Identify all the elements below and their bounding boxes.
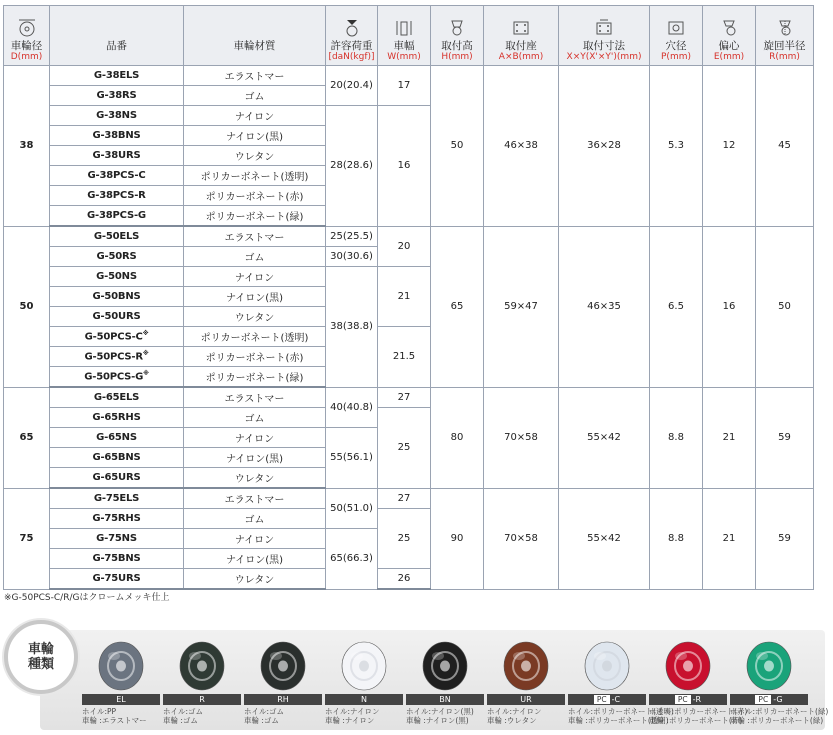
wheel-code-label: UR — [487, 694, 565, 705]
wheel-code-suffix: -G — [773, 695, 783, 704]
model-cell: G-75RHS — [50, 509, 184, 529]
material-cell: ゴム — [184, 509, 326, 529]
wheel-tread-material: 車輪 :ナイロン(黒) — [406, 716, 469, 725]
material-cell: ポリカーボネート(透明) — [184, 166, 326, 186]
header-seat: 取付座 A×B(mm) — [484, 6, 559, 66]
model-cell: G-38ELS — [50, 66, 184, 86]
material-cell: ゴム — [184, 86, 326, 106]
radius-cell: 50 — [756, 226, 814, 387]
material-cell: ポリカーボネート(緑) — [184, 206, 326, 227]
model-cell: G-65ELS — [50, 387, 184, 408]
wheel-item — [649, 638, 748, 730]
material-cell: ポリカーボネート(赤) — [184, 186, 326, 206]
wheel-item — [163, 638, 241, 730]
pitch-cell: 46×35 — [559, 226, 650, 387]
model-cell: G-38NS — [50, 106, 184, 126]
width-cell: 27 — [378, 387, 431, 408]
offset-cell: 12 — [703, 66, 756, 227]
wheel-description — [568, 707, 674, 725]
load-cell: 40(40.8) — [326, 387, 378, 428]
model-cell: G-50PCS-G※ — [50, 367, 184, 388]
wheel-code: PC — [594, 695, 610, 704]
hole-cell: 6.5 — [650, 226, 703, 387]
material-cell: エラストマー — [184, 226, 326, 247]
wheel-hub-material: ホイル:ナイロン — [325, 707, 380, 716]
wheel-image — [420, 638, 470, 692]
material-cell: ナイロン(黒) — [184, 448, 326, 468]
seat-cell: 70×58 — [484, 488, 559, 589]
wheel-image — [663, 638, 713, 692]
wheel-description — [82, 707, 162, 725]
mount-height-icon — [447, 19, 467, 37]
wheel-tread-material: 車輪 :ポリカーボネート(赤) — [649, 716, 743, 725]
material-cell: ウレタン — [184, 146, 326, 166]
pitch-cell: 55×42 — [559, 488, 650, 589]
load-cell: 65(66.3) — [326, 529, 378, 590]
header-load: 許容荷重 [daN(kgf)] — [326, 6, 378, 66]
spec-table — [3, 5, 814, 590]
wheel-types-panel — [0, 620, 833, 735]
model-cell: G-38PCS-G — [50, 206, 184, 227]
radius-cell: 59 — [756, 387, 814, 488]
wheel-item — [244, 638, 322, 730]
load-cell: 55(56.1) — [326, 428, 378, 489]
diameter-cell: 65 — [4, 387, 50, 488]
header-hole: 穴径 P(mm) — [650, 6, 703, 66]
offset-cell: 21 — [703, 387, 756, 488]
header-height: 取付高 H(mm) — [431, 6, 484, 66]
wheel-image — [339, 638, 389, 692]
offset-cell: 21 — [703, 488, 756, 589]
material-cell: ナイロン(黒) — [184, 126, 326, 146]
model-cell: G-50URS — [50, 307, 184, 327]
table-row — [4, 387, 814, 408]
material-cell: ナイロン — [184, 267, 326, 287]
offset-icon — [719, 19, 739, 37]
wheel-item — [487, 638, 565, 730]
wheel-code-label: R — [163, 694, 241, 705]
height-cell: 80 — [431, 387, 484, 488]
wheel-image — [744, 638, 794, 692]
radius-cell: 59 — [756, 488, 814, 589]
wheel-tread-material: 車輪 :ゴム — [163, 716, 198, 725]
wheel-tread-material: 車輪 :ウレタン — [487, 716, 537, 725]
model-cell: G-50BNS — [50, 287, 184, 307]
pitch-cell: 55×42 — [559, 387, 650, 488]
wheel-code-label — [730, 694, 808, 705]
seat-cell: 46×38 — [484, 66, 559, 227]
wheel-item — [82, 638, 160, 730]
wheel-hub-material: ホイル:ナイロン(黒) — [406, 707, 474, 716]
wheel-image — [177, 638, 227, 692]
wheel-description — [730, 707, 829, 725]
wheel-hub-material: ホイル:ナイロン — [487, 707, 542, 716]
seat-cell: 70×58 — [484, 387, 559, 488]
material-cell: ウレタン — [184, 468, 326, 489]
wheel-types-badge — [4, 620, 78, 694]
model-cell: G-38BNS — [50, 126, 184, 146]
table-row — [4, 66, 814, 86]
load-icon — [342, 19, 362, 37]
wheel-image — [96, 638, 146, 692]
wheel-width-icon — [394, 19, 414, 37]
model-cell: G-50RS — [50, 247, 184, 267]
model-cell: G-38PCS-R — [50, 186, 184, 206]
wheel-hub-material: ホイル:ゴム — [163, 707, 204, 716]
wheel-hub-material: ホイル:ポリカーボネート(透明) — [568, 707, 674, 716]
height-cell: 50 — [431, 66, 484, 227]
load-cell: 50(51.0) — [326, 488, 378, 529]
material-cell: ナイロン(黒) — [184, 287, 326, 307]
width-cell: 16 — [378, 106, 431, 227]
seat-cell: 59×47 — [484, 226, 559, 387]
wheel-code-label: EL — [82, 694, 160, 705]
mount-plate-icon — [511, 19, 531, 37]
wheel-item — [406, 638, 484, 730]
wheel-code-label — [568, 694, 646, 705]
load-cell: 20(20.4) — [326, 66, 378, 106]
header-width: 車幅 W(mm) — [378, 6, 431, 66]
model-cell: G-65NS — [50, 428, 184, 448]
wheel-tread-material: 車輪 :ナイロン — [325, 716, 375, 725]
wheel-code-label: N — [325, 694, 403, 705]
header-material: 車輪材質 — [184, 6, 326, 66]
material-cell: ポリカーボネート(透明) — [184, 327, 326, 347]
width-cell: 25 — [378, 408, 431, 489]
wheel-description — [244, 707, 324, 725]
width-cell: 17 — [378, 66, 431, 106]
wheel-tread-material: 車輪 :ポリカーボネート(緑) — [730, 716, 824, 725]
material-cell: ナイロン — [184, 428, 326, 448]
wheel-hub-material: ホイル:ゴム — [244, 707, 285, 716]
model-cell: G-65RHS — [50, 408, 184, 428]
model-cell: G-75URS — [50, 569, 184, 590]
material-cell: ウレタン — [184, 307, 326, 327]
width-cell: 21 — [378, 267, 431, 327]
material-cell: ウレタン — [184, 569, 326, 590]
table-row — [4, 226, 814, 247]
hole-cell: 5.3 — [650, 66, 703, 227]
wheel-tread-material: 車輪 :ゴム — [244, 716, 279, 725]
diameter-cell: 50 — [4, 226, 50, 387]
model-cell: G-50NS — [50, 267, 184, 287]
header-radius: 旋回半径 R(mm) — [756, 6, 814, 66]
model-cell: G-50PCS-R※ — [50, 347, 184, 367]
header-row — [4, 6, 814, 66]
radius-cell: 45 — [756, 66, 814, 227]
wheel-code-label — [649, 694, 727, 705]
wheel-item — [568, 638, 674, 730]
hole-diameter-icon — [666, 19, 686, 37]
load-cell: 25(25.5) — [326, 226, 378, 247]
model-cell: G-50ELS — [50, 226, 184, 247]
height-cell: 65 — [431, 226, 484, 387]
footnote: ※G-50PCS-C/R/Gはクロームメッキ仕上 — [4, 593, 170, 603]
material-cell: ゴム — [184, 408, 326, 428]
material-cell: エラストマー — [184, 387, 326, 408]
width-cell: 20 — [378, 226, 431, 267]
badge-line-2: 種類 — [27, 657, 54, 672]
width-cell: 26 — [378, 569, 431, 590]
wheel-hub-material: ホイル:ポリカーボネート(赤) — [649, 707, 748, 716]
header-diameter: 車輪径 D(mm) — [4, 6, 50, 66]
load-cell: 38(38.8) — [326, 267, 378, 388]
wheel-image — [582, 638, 632, 692]
material-cell: ゴム — [184, 247, 326, 267]
wheel-image — [258, 638, 308, 692]
load-cell: 28(28.6) — [326, 106, 378, 227]
diameter-cell: 38 — [4, 66, 50, 227]
wheel-code: PC — [675, 695, 691, 704]
pitch-cell: 36×28 — [559, 66, 650, 227]
model-cell: G-38RS — [50, 86, 184, 106]
wheel-diameter-icon — [17, 19, 37, 37]
table-row — [4, 488, 814, 509]
model-cell: G-65URS — [50, 468, 184, 489]
wheel-item — [325, 638, 403, 730]
wheel-code: PC — [755, 695, 771, 704]
load-cell: 30(30.6) — [326, 247, 378, 267]
wheel-description — [163, 707, 243, 725]
wheel-item — [730, 638, 829, 730]
wheel-tread-material: 車輪 :ポリカーボネート(透明) — [568, 716, 669, 725]
wheel-description — [649, 707, 748, 725]
diameter-cell: 75 — [4, 488, 50, 589]
header-pitch: 取付寸法 X×Y(X'×Y')(mm) — [559, 6, 650, 66]
width-cell: 21.5 — [378, 327, 431, 388]
material-cell: ポリカーボネート(緑) — [184, 367, 326, 388]
material-cell: エラストマー — [184, 66, 326, 86]
model-cell: G-75BNS — [50, 549, 184, 569]
model-cell: G-75ELS — [50, 488, 184, 509]
hole-cell: 8.8 — [650, 488, 703, 589]
wheel-description — [406, 707, 486, 725]
wheel-code-suffix: -C — [611, 695, 621, 704]
material-cell: エラストマー — [184, 488, 326, 509]
material-cell: ナイロン — [184, 106, 326, 126]
material-cell: ナイロン — [184, 529, 326, 549]
header-offset: 偏心 E(mm) — [703, 6, 756, 66]
wheel-code-suffix: -R — [692, 695, 702, 704]
model-cell: G-65BNS — [50, 448, 184, 468]
offset-cell: 16 — [703, 226, 756, 387]
wheel-hub-material: ホイル:PP — [82, 707, 117, 716]
material-cell: ナイロン(黒) — [184, 549, 326, 569]
material-cell: ポリカーボネート(赤) — [184, 347, 326, 367]
wheel-tread-material: 車輪 :エラストマー — [82, 716, 147, 725]
width-cell: 25 — [378, 509, 431, 569]
hole-pitch-icon — [594, 19, 614, 37]
width-cell: 27 — [378, 488, 431, 509]
height-cell: 90 — [431, 488, 484, 589]
header-model: 品番 — [50, 6, 184, 66]
wheel-code-label: BN — [406, 694, 484, 705]
model-cell: G-38PCS-C — [50, 166, 184, 186]
model-cell: G-75NS — [50, 529, 184, 549]
model-cell: G-50PCS-C※ — [50, 327, 184, 347]
wheel-description — [325, 707, 405, 725]
hole-cell: 8.8 — [650, 387, 703, 488]
wheel-image — [501, 638, 551, 692]
model-cell: G-38URS — [50, 146, 184, 166]
wheel-code-label: RH — [244, 694, 322, 705]
swivel-radius-icon — [775, 19, 795, 37]
badge-line-1: 車輪 — [27, 642, 54, 657]
wheel-description — [487, 707, 567, 725]
wheel-hub-material: ホイル:ポリカーボネート(緑) — [730, 707, 829, 716]
